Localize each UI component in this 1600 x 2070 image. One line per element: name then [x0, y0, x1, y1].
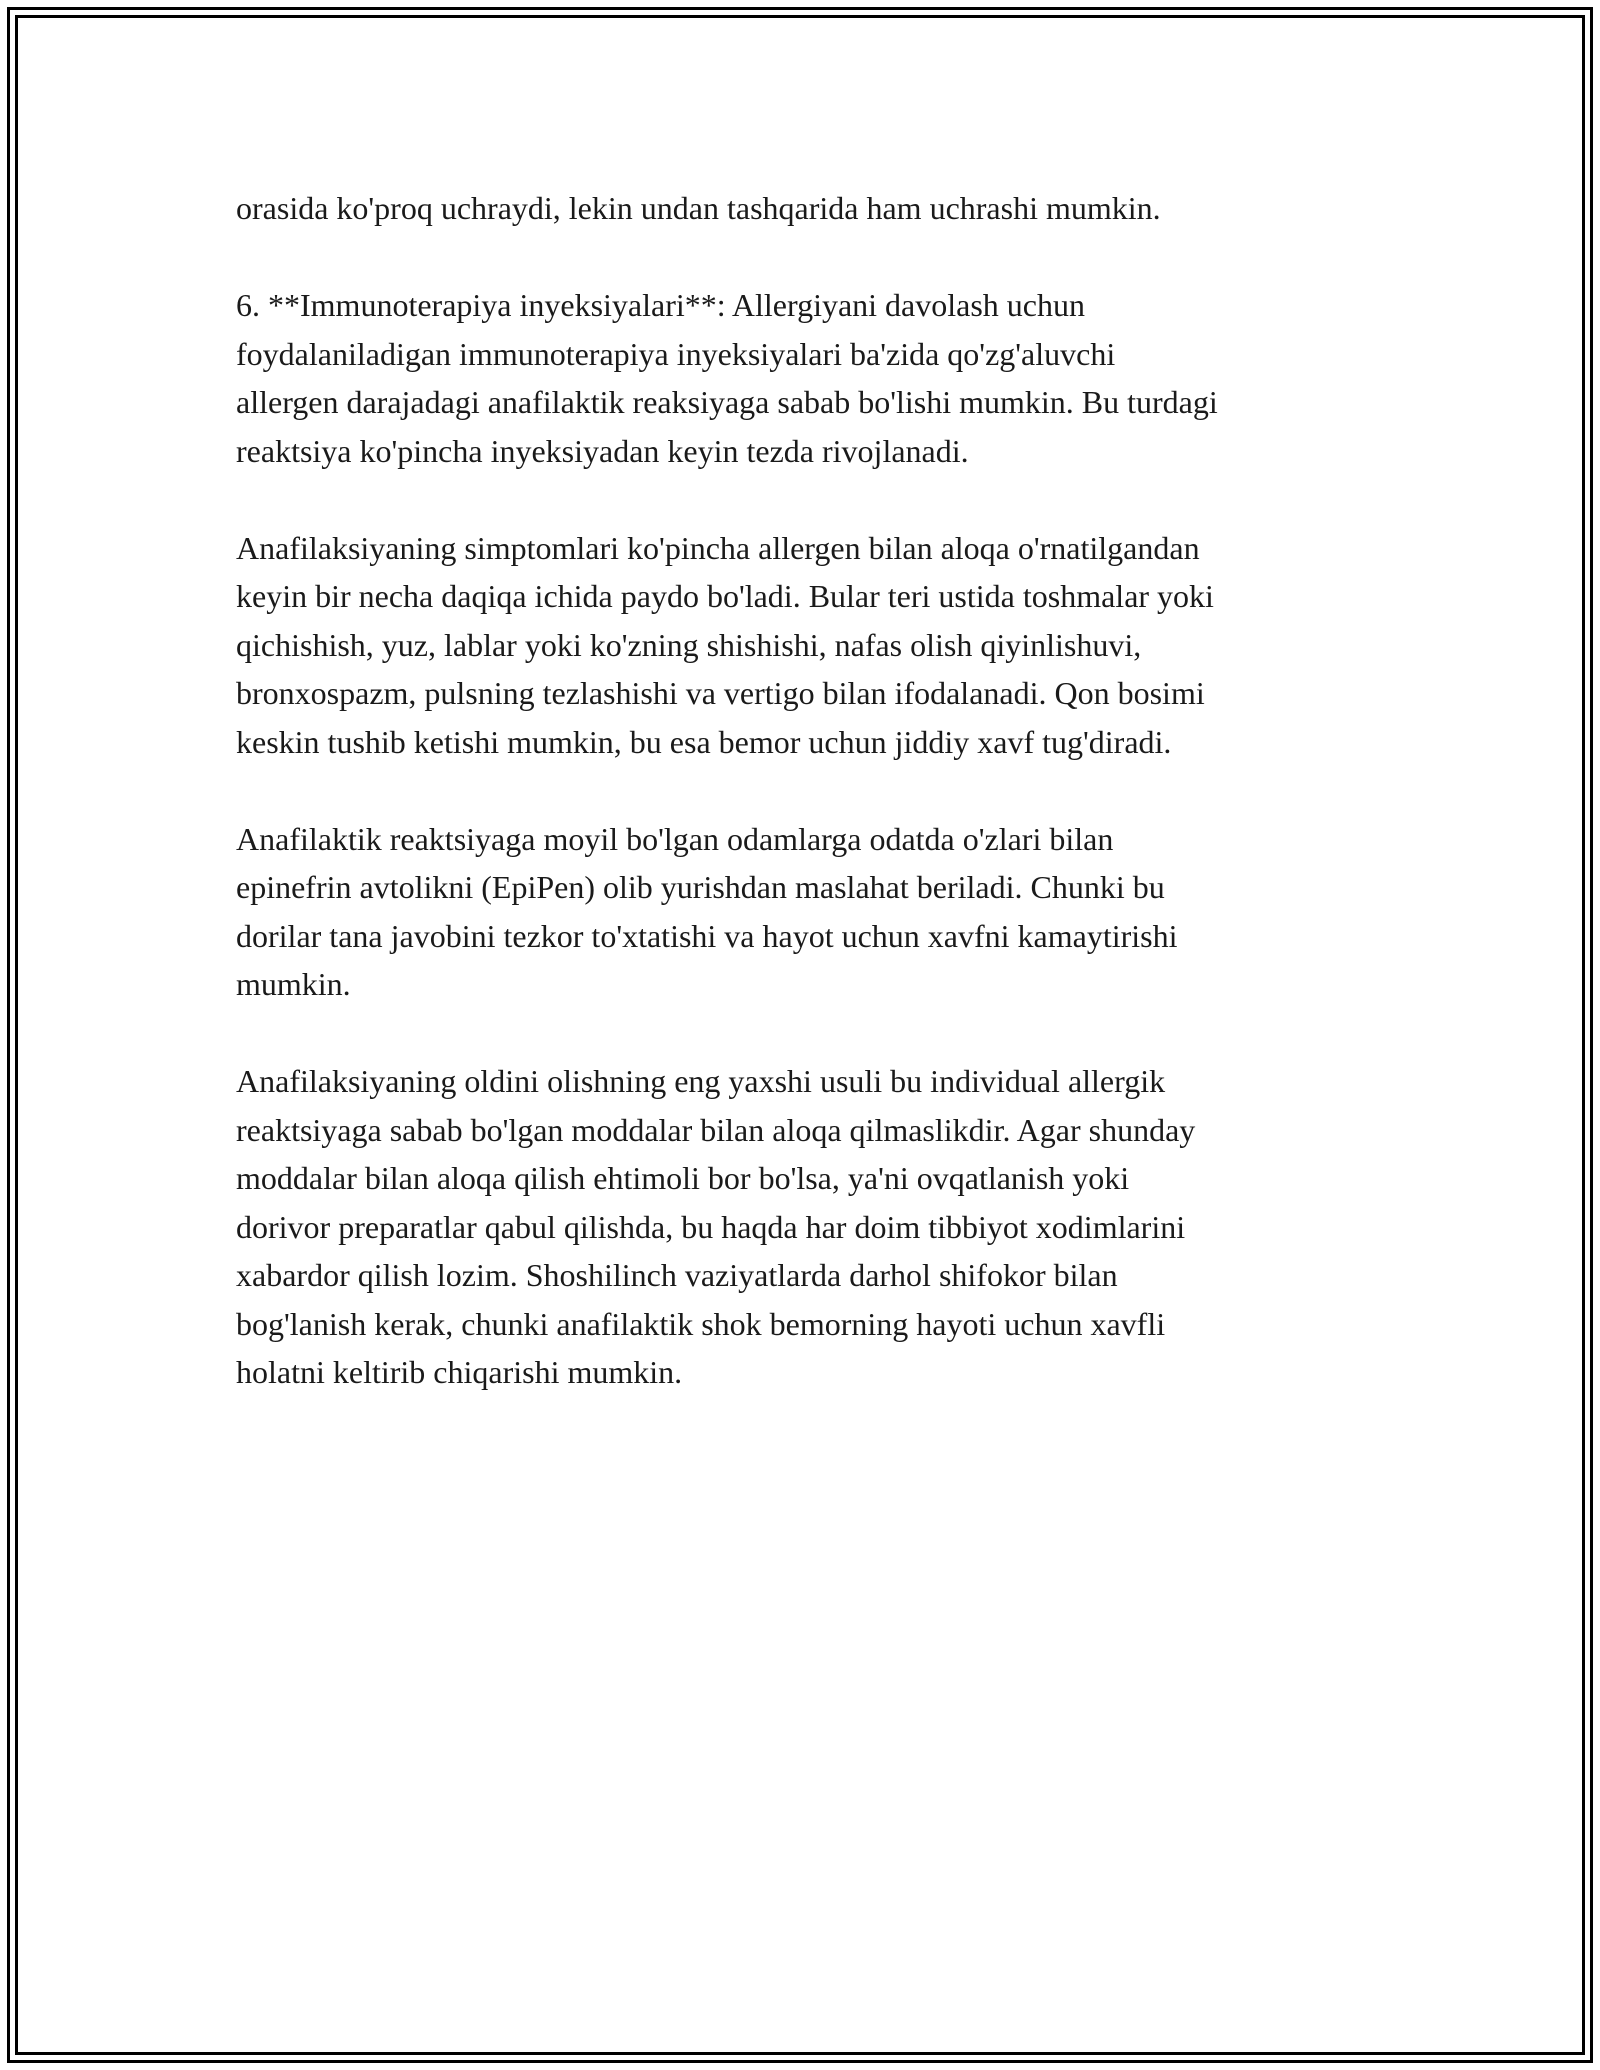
text-line: allergen darajadagi anafilaktik reaksiyaga sabab bo'lishi mumkin. Bu turdagi	[236, 384, 1218, 420]
text-line: xabardor qilish lozim. Shoshilinch vaziyatlarda darhol shifokor bilan	[236, 1257, 1118, 1293]
paragraph-symptoms	[236, 524, 1376, 767]
text-line: epinefrin avtolikni (EpiPen) olib yurishdan maslahat beriladi. Chunki bu	[236, 869, 1165, 905]
text-line: reaktsiya ko'pincha inyeksiyadan keyin tezda rivojlanadi.	[236, 432, 969, 469]
paragraph-prevention	[236, 1057, 1376, 1397]
document-body	[236, 184, 1376, 1445]
paragraph-epinephrine	[236, 815, 1376, 1009]
text-line: keyin bir necha daqiqa ichida paydo bo'ladi. Bular teri ustida toshmalar yoki	[236, 578, 1214, 614]
text-line: orasida ko'proq uchraydi, lekin undan tashqarida ham uchrashi mumkin.	[236, 190, 1161, 226]
paragraph-immunotherapy	[236, 281, 1376, 475]
text-line: reaktsiyaga sabab bo'lgan moddalar bilan aloqa qilmaslikdir. Agar shunday	[236, 1111, 1196, 1148]
text-line: moddalar bilan aloqa qilish ehtimoli bor bo'lsa, ya'ni ovqatlanish yoki	[236, 1160, 1130, 1196]
text-line: mumkin.	[236, 966, 351, 1002]
text-line: dorilar tana javobini tezkor to'xtatishi va hayot uchun xavfni kamaytirishi	[236, 917, 1178, 954]
text-line: Anafilaksiyaning simptomlari ko'pincha allergen bilan aloqa o'rnatilgandan	[236, 529, 1200, 566]
text-line: dorivor preparatlar qabul qilishda, bu haqda har doim tibbiyot xodimlarini	[236, 1208, 1186, 1245]
text-line: holatni keltirib chiqarishi mumkin.	[236, 1354, 683, 1390]
text-line: bog'lanish kerak, chunki anafilaktik shok bemorning hayoti uchun xavfli	[236, 1305, 1166, 1342]
text-line: bronxospazm, pulsning tezlashishi va vertigo bilan ifodalanadi. Qon bosimi	[236, 675, 1205, 711]
text-line: Anafilaktik reaktsiyaga moyil bo'lgan odamlarga odatda o'zlari bilan	[236, 820, 1114, 857]
paragraph-continuation	[236, 184, 1376, 233]
text-line: foydalaniladigan immunoterapiya inyeksiyalari ba'zida qo'zg'aluvchi	[236, 335, 1116, 372]
text-line: 6. **Immunoterapiya inyeksiyalari**: Allergiyani davolash uchun	[236, 287, 1085, 323]
text-line: Anafilaksiyaning oldini olishning eng yaxshi usuli bu individual allergik	[236, 1063, 1166, 1099]
text-line: keskin tushib ketishi mumkin, bu esa bemor uchun jiddiy xavf tug'diradi.	[236, 723, 1172, 760]
text-line: qichishish, yuz, lablar yoki ko'zning shishishi, nafas olish qiyinlishuvi,	[236, 626, 1142, 663]
